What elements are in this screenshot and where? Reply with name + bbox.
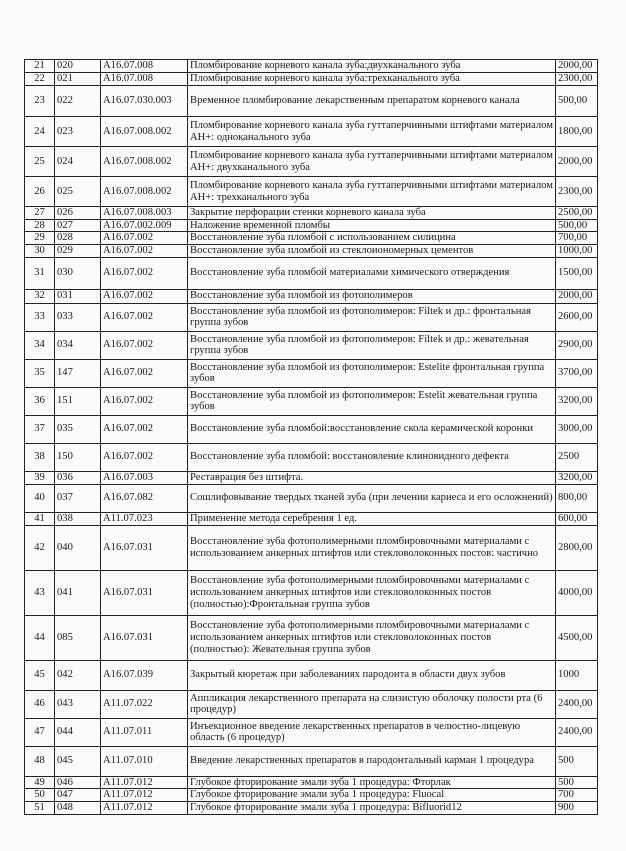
row-price: 4500,00 bbox=[556, 615, 598, 660]
row-description: Наложение временной пломбы bbox=[188, 219, 556, 232]
row-description: Восстановление зуба пломбой: восстановление клиновидного дефекта bbox=[188, 443, 556, 471]
row-price: 2300,00 bbox=[556, 73, 598, 86]
table-row bbox=[25, 660, 598, 690]
table-row bbox=[25, 289, 598, 303]
row-price: 2400,00 bbox=[556, 690, 598, 718]
table-row bbox=[25, 512, 598, 525]
row-description: Введение лекарственных препаратов в пародонтальный карман 1 процедура bbox=[188, 746, 556, 776]
row-description: Восстановление зуба пломбой из стеклоиономерных цементов bbox=[188, 244, 556, 257]
row-number: 35 bbox=[25, 359, 55, 387]
row-price: 800,00 bbox=[556, 484, 598, 512]
table-row bbox=[25, 746, 598, 776]
row-class-code: A11.07.023 bbox=[101, 512, 188, 525]
row-code: 150 bbox=[55, 443, 101, 471]
row-description: Пломбирование корневого канала зуба:двухканального зуба bbox=[188, 60, 556, 73]
row-price: 700 bbox=[556, 789, 598, 802]
row-number: 48 bbox=[25, 746, 55, 776]
row-code: 038 bbox=[55, 512, 101, 525]
row-class-code: A11.07.022 bbox=[101, 690, 188, 718]
row-number: 40 bbox=[25, 484, 55, 512]
price-table-body bbox=[25, 60, 598, 815]
row-number: 38 bbox=[25, 443, 55, 471]
row-description: Пломбирование корневого канала зуба гуттаперчивными штифтами материалом AH+: одноканального зуба bbox=[188, 117, 556, 147]
table-row bbox=[25, 471, 598, 484]
row-code: 085 bbox=[55, 615, 101, 660]
table-row bbox=[25, 232, 598, 245]
table-row bbox=[25, 776, 598, 789]
row-number: 30 bbox=[25, 244, 55, 257]
row-number: 24 bbox=[25, 117, 55, 147]
row-price: 4000,00 bbox=[556, 570, 598, 615]
row-code: 048 bbox=[55, 801, 101, 814]
row-class-code: A11.07.011 bbox=[101, 718, 188, 746]
table-row bbox=[25, 331, 598, 359]
row-class-code: A16.07.008.002 bbox=[101, 147, 188, 177]
row-class-code: A16.07.002 bbox=[101, 443, 188, 471]
table-row bbox=[25, 207, 598, 220]
row-code: 023 bbox=[55, 117, 101, 147]
row-code: 041 bbox=[55, 570, 101, 615]
row-description: Восстановление зуба фотополимерными пломбировочными материалами с использованием анкерных штифтов или стекловолоконных постов: частично bbox=[188, 525, 556, 570]
row-number: 28 bbox=[25, 219, 55, 232]
row-price: 500 bbox=[556, 746, 598, 776]
row-price: 1500,00 bbox=[556, 257, 598, 289]
row-code: 037 bbox=[55, 484, 101, 512]
row-description: Реставрация без штифта. bbox=[188, 471, 556, 484]
row-code: 046 bbox=[55, 776, 101, 789]
row-price: 2000,00 bbox=[556, 289, 598, 303]
row-description: Временное пломбирование лекарственным препаратом корневого канала bbox=[188, 86, 556, 117]
row-price: 1000 bbox=[556, 660, 598, 690]
row-code: 026 bbox=[55, 207, 101, 220]
row-price: 1000,00 bbox=[556, 244, 598, 257]
table-row bbox=[25, 789, 598, 802]
row-number: 31 bbox=[25, 257, 55, 289]
table-row bbox=[25, 801, 598, 814]
row-description: Пломбирование корневого канала зуба гуттаперчивными штифтами материалом AH+: двухканального зуба bbox=[188, 147, 556, 177]
table-row bbox=[25, 415, 598, 443]
row-price: 500 bbox=[556, 776, 598, 789]
row-code: 029 bbox=[55, 244, 101, 257]
row-number: 26 bbox=[25, 177, 55, 207]
row-price: 2300,00 bbox=[556, 177, 598, 207]
row-number: 32 bbox=[25, 289, 55, 303]
row-code: 047 bbox=[55, 789, 101, 802]
row-price: 3200,00 bbox=[556, 387, 598, 415]
row-class-code: A11.07.010 bbox=[101, 746, 188, 776]
row-price: 500,00 bbox=[556, 219, 598, 232]
row-number: 49 bbox=[25, 776, 55, 789]
row-price: 3700,00 bbox=[556, 359, 598, 387]
row-number: 23 bbox=[25, 86, 55, 117]
row-price: 2400,00 bbox=[556, 718, 598, 746]
row-number: 44 bbox=[25, 615, 55, 660]
table-row bbox=[25, 484, 598, 512]
row-description: Восстановление зуба фотополимерными пломбировочными материалами с использованием анкерных штифтов или стекловолоконных постов (полностью):Фронтальная группа зубов bbox=[188, 570, 556, 615]
row-description: Восстановление зуба пломбой из фотополимеров: Filtek и др.: жевательная группа зубов bbox=[188, 331, 556, 359]
row-price: 2600,00 bbox=[556, 303, 598, 331]
row-price: 900 bbox=[556, 801, 598, 814]
row-class-code: A16.07.002 bbox=[101, 415, 188, 443]
table-row bbox=[25, 117, 598, 147]
row-price: 1800,00 bbox=[556, 117, 598, 147]
table-row bbox=[25, 73, 598, 86]
table-row bbox=[25, 147, 598, 177]
row-code: 147 bbox=[55, 359, 101, 387]
row-class-code: A16.07.002 bbox=[101, 289, 188, 303]
row-code: 036 bbox=[55, 471, 101, 484]
table-row bbox=[25, 219, 598, 232]
row-description: Глубокое фторирование эмали зуба 1 процедура: Fluocal bbox=[188, 789, 556, 802]
row-code: 027 bbox=[55, 219, 101, 232]
row-code: 042 bbox=[55, 660, 101, 690]
table-row bbox=[25, 86, 598, 117]
row-code: 028 bbox=[55, 232, 101, 245]
row-description: Закрытый кюретаж при заболеваниях пародонта в области двух зубов bbox=[188, 660, 556, 690]
row-description: Пломбирование корневого канала зуба:трехканального зуба bbox=[188, 73, 556, 86]
row-class-code: A16.07.002 bbox=[101, 232, 188, 245]
row-class-code: A16.07.039 bbox=[101, 660, 188, 690]
row-class-code: A16.07.008 bbox=[101, 73, 188, 86]
row-price: 700,00 bbox=[556, 232, 598, 245]
row-code: 024 bbox=[55, 147, 101, 177]
row-class-code: A16.07.008.002 bbox=[101, 177, 188, 207]
row-description: Глубокое фторирование эмали зуба 1 процедура: Фторлак bbox=[188, 776, 556, 789]
row-class-code: A16.07.031 bbox=[101, 615, 188, 660]
table-row bbox=[25, 690, 598, 718]
row-code: 022 bbox=[55, 86, 101, 117]
row-description: Применение метода серебрения 1 ед. bbox=[188, 512, 556, 525]
row-code: 025 bbox=[55, 177, 101, 207]
row-number: 46 bbox=[25, 690, 55, 718]
price-table bbox=[24, 59, 598, 815]
table-row bbox=[25, 443, 598, 471]
row-description: Восстановление зуба пломбой материалами химического отверждения bbox=[188, 257, 556, 289]
row-number: 33 bbox=[25, 303, 55, 331]
row-number: 36 bbox=[25, 387, 55, 415]
row-code: 043 bbox=[55, 690, 101, 718]
row-description: Восстановление зуба пломбой с использованием силицина bbox=[188, 232, 556, 245]
row-class-code: A11.07.012 bbox=[101, 801, 188, 814]
row-class-code: A11.07.012 bbox=[101, 776, 188, 789]
table-row bbox=[25, 177, 598, 207]
row-description: Восстановление зуба пломбой:восстановление скола керамической коронки bbox=[188, 415, 556, 443]
row-class-code: A16.07.031 bbox=[101, 525, 188, 570]
row-code: 034 bbox=[55, 331, 101, 359]
row-class-code: A16.07.002 bbox=[101, 257, 188, 289]
row-number: 45 bbox=[25, 660, 55, 690]
row-code: 031 bbox=[55, 289, 101, 303]
row-description: Восстановление зуба фотополимерными пломбировочными материалами с использованием анкерных штифтов или стекловолоконных постов (полностью): Жевательная группа зубов bbox=[188, 615, 556, 660]
row-class-code: A16.07.008.003 bbox=[101, 207, 188, 220]
row-class-code: A16.07.008 bbox=[101, 60, 188, 73]
row-price: 2900,00 bbox=[556, 331, 598, 359]
row-code: 020 bbox=[55, 60, 101, 73]
row-class-code: A16.07.003 bbox=[101, 471, 188, 484]
row-class-code: A16.07.002.009 bbox=[101, 219, 188, 232]
row-description: Восстановление зуба пломбой из фотополимеров bbox=[188, 289, 556, 303]
row-code: 044 bbox=[55, 718, 101, 746]
row-code: 030 bbox=[55, 257, 101, 289]
row-code: 151 bbox=[55, 387, 101, 415]
row-description: Аппликация лекарственного препарата на слизистую оболочку полости рта (6 процедур) bbox=[188, 690, 556, 718]
table-row bbox=[25, 615, 598, 660]
row-description: Сошлифовывание твердых тканей зуба (при лечении кариеса и его осложнений) bbox=[188, 484, 556, 512]
row-description: Восстановление зуба пломбой из фотополимеров: Filtek и др.: фронтальная группа зубов bbox=[188, 303, 556, 331]
row-price: 3200,00 bbox=[556, 471, 598, 484]
row-class-code: A16.07.008.002 bbox=[101, 117, 188, 147]
row-price: 2500 bbox=[556, 443, 598, 471]
table-row bbox=[25, 718, 598, 746]
row-price: 600,00 bbox=[556, 512, 598, 525]
row-number: 47 bbox=[25, 718, 55, 746]
row-description: Закрытие перфорации стенки корневого канала зуба bbox=[188, 207, 556, 220]
row-description: Пломбирование корневого канала зуба гуттаперчивными штифтами материалом AH+: трехканального зуба bbox=[188, 177, 556, 207]
row-number: 37 bbox=[25, 415, 55, 443]
row-code: 035 bbox=[55, 415, 101, 443]
row-price: 3000,00 bbox=[556, 415, 598, 443]
table-row bbox=[25, 303, 598, 331]
row-number: 43 bbox=[25, 570, 55, 615]
row-description: Восстановление зуба пломбой из фотополимеров: Estelite фронтальная группа зубов bbox=[188, 359, 556, 387]
row-code: 021 bbox=[55, 73, 101, 86]
row-price: 2000,00 bbox=[556, 147, 598, 177]
row-price: 500,00 bbox=[556, 86, 598, 117]
row-class-code: A11.07.012 bbox=[101, 789, 188, 802]
row-code: 033 bbox=[55, 303, 101, 331]
row-number: 42 bbox=[25, 525, 55, 570]
row-description: Восстановление зуба пломбой из фотополимеров: Estelit жевательная группа зубов bbox=[188, 387, 556, 415]
row-description: Инъекционное введение лекарственных препаратов в челюстно-лицевую область (6 процедур) bbox=[188, 718, 556, 746]
table-row bbox=[25, 387, 598, 415]
row-number: 41 bbox=[25, 512, 55, 525]
row-code: 040 bbox=[55, 525, 101, 570]
row-price: 2500,00 bbox=[556, 207, 598, 220]
table-row bbox=[25, 257, 598, 289]
row-class-code: A16.07.002 bbox=[101, 244, 188, 257]
row-class-code: A16.07.002 bbox=[101, 303, 188, 331]
row-description: Глубокое фторирование эмали зуба 1 процедура: Bifluorid12 bbox=[188, 801, 556, 814]
row-number: 39 bbox=[25, 471, 55, 484]
row-class-code: A16.07.002 bbox=[101, 331, 188, 359]
row-class-code: A16.07.002 bbox=[101, 359, 188, 387]
table-row bbox=[25, 570, 598, 615]
table-row bbox=[25, 244, 598, 257]
row-number: 22 bbox=[25, 73, 55, 86]
row-class-code: A16.07.031 bbox=[101, 570, 188, 615]
table-row bbox=[25, 525, 598, 570]
row-class-code: A16.07.082 bbox=[101, 484, 188, 512]
row-class-code: A16.07.002 bbox=[101, 387, 188, 415]
row-number: 25 bbox=[25, 147, 55, 177]
row-class-code: A16.07.030.003 bbox=[101, 86, 188, 117]
row-number: 51 bbox=[25, 801, 55, 814]
table-row bbox=[25, 359, 598, 387]
row-number: 29 bbox=[25, 232, 55, 245]
row-price: 2000,00 bbox=[556, 60, 598, 73]
row-number: 50 bbox=[25, 789, 55, 802]
row-number: 34 bbox=[25, 331, 55, 359]
row-code: 045 bbox=[55, 746, 101, 776]
table-row bbox=[25, 60, 598, 73]
row-number: 27 bbox=[25, 207, 55, 220]
row-number: 21 bbox=[25, 60, 55, 73]
row-price: 2800,00 bbox=[556, 525, 598, 570]
